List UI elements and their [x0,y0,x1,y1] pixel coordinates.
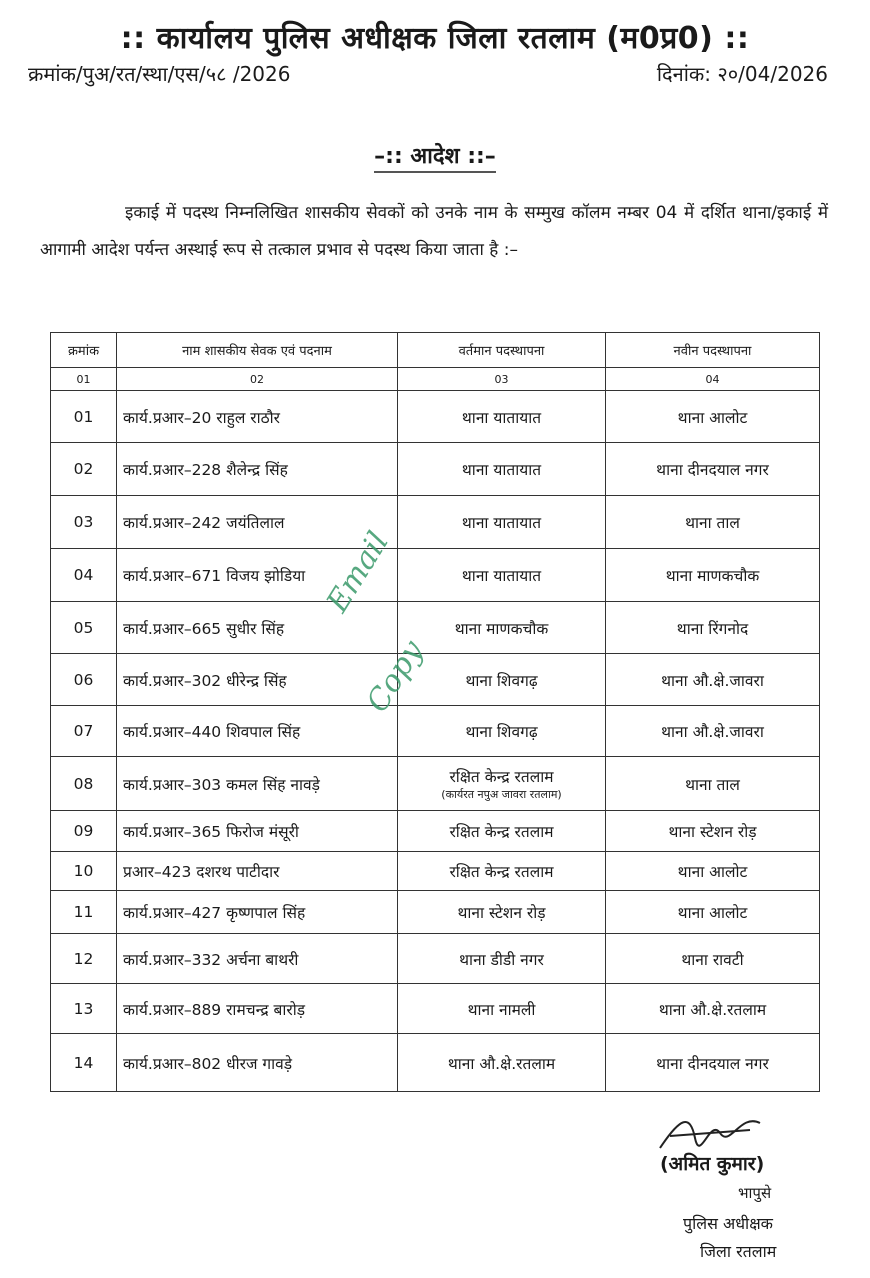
new-posting-cell: थाना औ.क्षे.जावरा [606,654,820,706]
header-serial: क्रमांक [51,333,117,368]
current-posting-cell [398,391,606,443]
signatory-service: भापुसे [738,1184,772,1202]
new-posting-cell: थाना औ.क्षे.जावरा [606,706,820,757]
serial-cell: 04 [51,549,117,602]
serial-cell: 01 [51,391,117,443]
new-posting-cell: थाना दीनदयाल नगर [606,1034,820,1092]
table-row [51,706,820,757]
email-copy-stamp: Email [320,525,397,619]
table-row [51,811,820,852]
name-cell: कार्य.प्रआर–440 शिवपाल सिंह [117,706,398,757]
current-posting-cell [398,1034,606,1092]
new-posting-cell: थाना माणकचौक [606,549,820,602]
current-posting-text: थाना यातायात [461,567,542,585]
name-cell: कार्य.प्रआर–365 फिरोज मंसूरी [117,811,398,852]
current-posting-text: थाना शिवगढ़ [465,723,538,741]
current-posting-cell [398,811,606,852]
signatory-district: जिला रतलाम [700,1242,777,1261]
order-heading [0,140,870,170]
name-cell: कार्य.प्रआर–302 धीरेन्द्र सिंह [117,654,398,706]
serial-cell: 05 [51,602,117,654]
serial-cell: 06 [51,654,117,706]
current-posting-cell [398,602,606,654]
table-header-row [51,333,820,368]
current-posting-cell [398,852,606,891]
current-posting-text: रक्षित केन्द्र रतलाम [449,863,554,881]
table-row [51,891,820,934]
current-posting-note: (कार्यरत नपुअ जावरा रतलाम) [441,788,562,801]
name-cell: कार्य.प्रआर–665 सुधीर सिंह [117,602,398,654]
current-posting-text: थाना यातायात [461,514,542,532]
serial-cell: 08 [51,757,117,811]
table-row [51,1034,820,1092]
name-cell: कार्य.प्रआर–228 शैलेन्द्र सिंह [117,443,398,496]
name-cell: कार्य.प्रआर–802 धीरज गावड़े [117,1034,398,1092]
new-posting-cell: थाना औ.क्षे.रतलाम [606,984,820,1034]
current-posting-cell [398,934,606,984]
current-posting-cell [398,891,606,934]
table-row [51,934,820,984]
current-posting-text: थाना नामली [467,1000,536,1019]
email-copy-stamp: Copy [360,634,431,719]
new-posting-cell: थाना आलोट [606,391,820,443]
current-posting-text: थाना औ.क्षे.रतलाम [447,1054,556,1073]
signatory-name: (अमित कुमार) [660,1153,765,1175]
column-number: 03 [398,368,606,391]
new-posting-cell: थाना रावटी [606,934,820,984]
current-posting-text: रक्षित केन्द्र रतलाम [449,768,554,786]
column-number: 01 [51,368,117,391]
new-posting-cell: थाना आलोट [606,852,820,891]
new-posting-cell: थाना आलोट [606,891,820,934]
transfer-table [50,332,820,1092]
table-row [51,549,820,602]
current-posting-text: थाना स्टेशन रोड़ [457,904,546,922]
name-cell: कार्य.प्रआर–303 कमल सिंह नावड़े [117,757,398,811]
name-cell: कार्य.प्रआर–671 विजय झोडिया [117,549,398,602]
serial-cell: 07 [51,706,117,757]
table-row [51,984,820,1034]
column-number: 04 [606,368,820,391]
serial-cell: 09 [51,811,117,852]
name-cell: कार्य.प्रआर–242 जयंतिलाल [117,496,398,549]
header-name: नाम शासकीय सेवक एवं पदनाम [117,333,398,368]
table-row [51,496,820,549]
order-heading-text: –:: आदेश ::– [374,144,496,173]
current-posting-cell [398,706,606,757]
table-row [51,757,820,811]
new-posting-cell: थाना दीनदयाल नगर [606,443,820,496]
current-posting-text: थाना यातायात [461,408,542,427]
serial-cell: 03 [51,496,117,549]
table-row [51,443,820,496]
new-posting-cell: थाना स्टेशन रोड़ [606,811,820,852]
current-posting-cell [398,757,606,811]
current-posting-text: थाना डीडी नगर [459,950,544,969]
table-row [51,852,820,891]
name-cell: कार्य.प्रआर–889 रामचन्द्र बारोड़ [117,984,398,1034]
name-cell: प्रआर–423 दशरथ पाटीदार [117,852,398,891]
name-cell: कार्य.प्रआर–332 अर्चना बाथरी [117,934,398,984]
serial-cell: 13 [51,984,117,1034]
table-row [51,654,820,706]
serial-cell: 12 [51,934,117,984]
name-cell: कार्य.प्रआर–20 राहुल राठौर [117,391,398,443]
serial-cell: 11 [51,891,117,934]
new-posting-cell: थाना ताल [606,757,820,811]
column-number-row [51,368,820,391]
office-title: :: कार्यालय पुलिस अधीक्षक जिला रतलाम (म0प्र0) :: [120,21,750,56]
column-number: 02 [117,368,398,391]
serial-cell: 02 [51,443,117,496]
current-posting-text: थाना शिवगढ़ [465,671,538,690]
table-row [51,602,820,654]
serial-cell: 10 [51,852,117,891]
current-posting-text: थाना माणकचौक [454,619,549,638]
current-posting-cell [398,496,606,549]
order-date: दिनांक: २०/04/2026 [656,62,828,86]
current-posting-text: थाना यातायात [461,461,542,479]
name-cell: कार्य.प्रआर–427 कृष्णपाल सिंह [117,891,398,934]
header-new-posting: नवीन पदस्थापना [606,333,820,368]
current-posting-text: रक्षित केन्द्र रतलाम [449,823,554,841]
current-posting-cell [398,549,606,602]
table-row [51,391,820,443]
current-posting-cell [398,654,606,706]
serial-cell: 14 [51,1034,117,1092]
new-posting-cell: थाना रिंगनोद [606,602,820,654]
reference-number: क्रमांक/पुअ/रत/स्था/एस/५८ /2026 [28,62,291,86]
current-posting-cell [398,443,606,496]
signatory-designation: पुलिस अधीक्षक [683,1214,773,1233]
current-posting-cell [398,984,606,1034]
new-posting-cell: थाना ताल [606,496,820,549]
header-current-posting: वर्तमान पदस्थापना [398,333,606,368]
order-body-text: इकाई में पदस्थ निम्नलिखित शासकीय सेवकों को उनके नाम के सम्मुख कॉलम नम्बर 04 में दर्शित थाना/इकाई में आगामी आदेश पर्यन्त अस्थाई रूप से तत्काल प्रभाव से पदस्थ किया जाता है :– [40,203,828,260]
